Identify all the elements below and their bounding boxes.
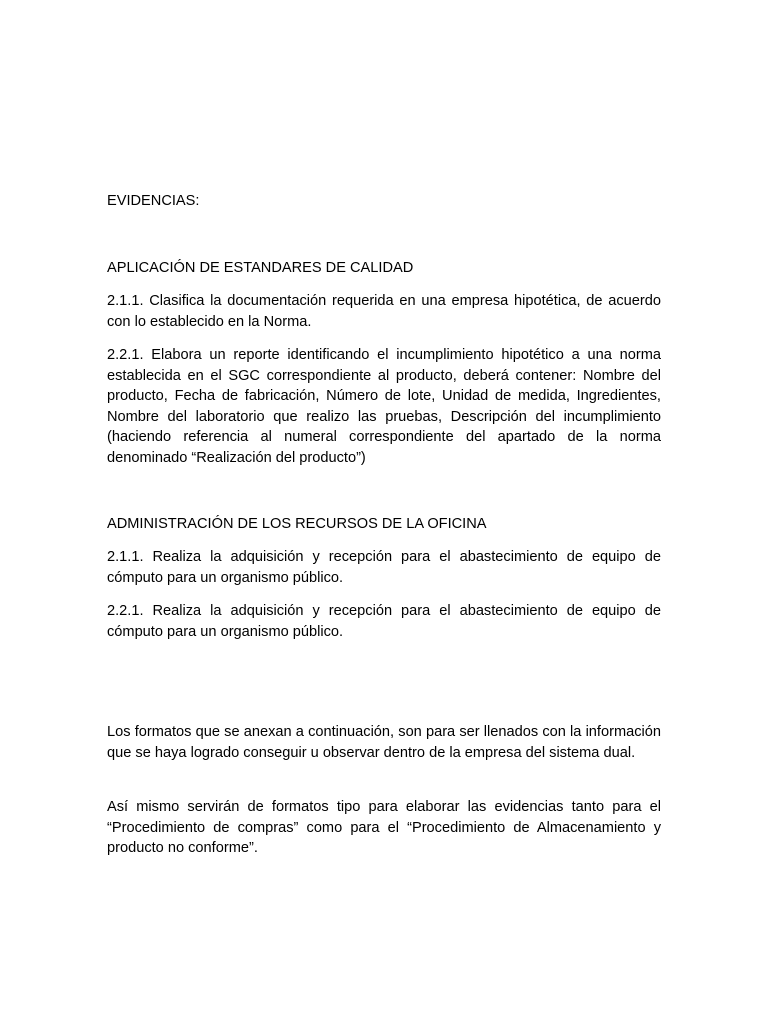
- paragraph-2-1-1-calidad: 2.1.1. Clasifica la documentación requerida en una empresa hipotética, de acuerdo con lo establecido en la Norma.: [107, 293, 661, 330]
- closing-paragraph-asimismo: Así mismo servirán de formatos tipo para elaborar las evidencias tanto para el “Procedimiento de compras” como para el “Procedimiento de Almacenamiento y producto no conforme”.: [107, 799, 661, 857]
- section-heading-recursos: ADMINISTRACIÓN DE LOS RECURSOS DE LA OFICINA: [107, 516, 487, 532]
- paragraph-2-2-1-recursos: 2.2.1. Realiza la adquisición y recepción para el abastecimiento de equipo de cómputo para un organismo público.: [107, 603, 661, 640]
- evidencias-heading: EVIDENCIAS:: [107, 193, 200, 209]
- section-heading-calidad: APLICACIÓN DE ESTANDARES DE CALIDAD: [107, 260, 414, 276]
- paragraph-2-2-1-calidad: 2.2.1. Elabora un reporte identificando el incumplimiento hipotético a una norma establecida en el SGC correspondiente al producto, deberá contener: Nombre del producto, Fecha de fabricación, Número de lote, Unidad de medida, Ingredientes, Nombre del laboratorio que realizo las pruebas, Descripción del incumplimiento (haciendo referencia al numeral correspondiente del apartado de la norma denominado “Realización del producto”): [107, 347, 661, 466]
- paragraph-2-1-1-recursos: 2.1.1. Realiza la adquisición y recepción para el abastecimiento de equipo de cómputo para un organismo público.: [107, 549, 661, 586]
- closing-paragraph-formatos: Los formatos que se anexan a continuación, son para ser llenados con la información que se haya logrado conseguir u observar dentro de la empresa del sistema dual.: [107, 724, 661, 761]
